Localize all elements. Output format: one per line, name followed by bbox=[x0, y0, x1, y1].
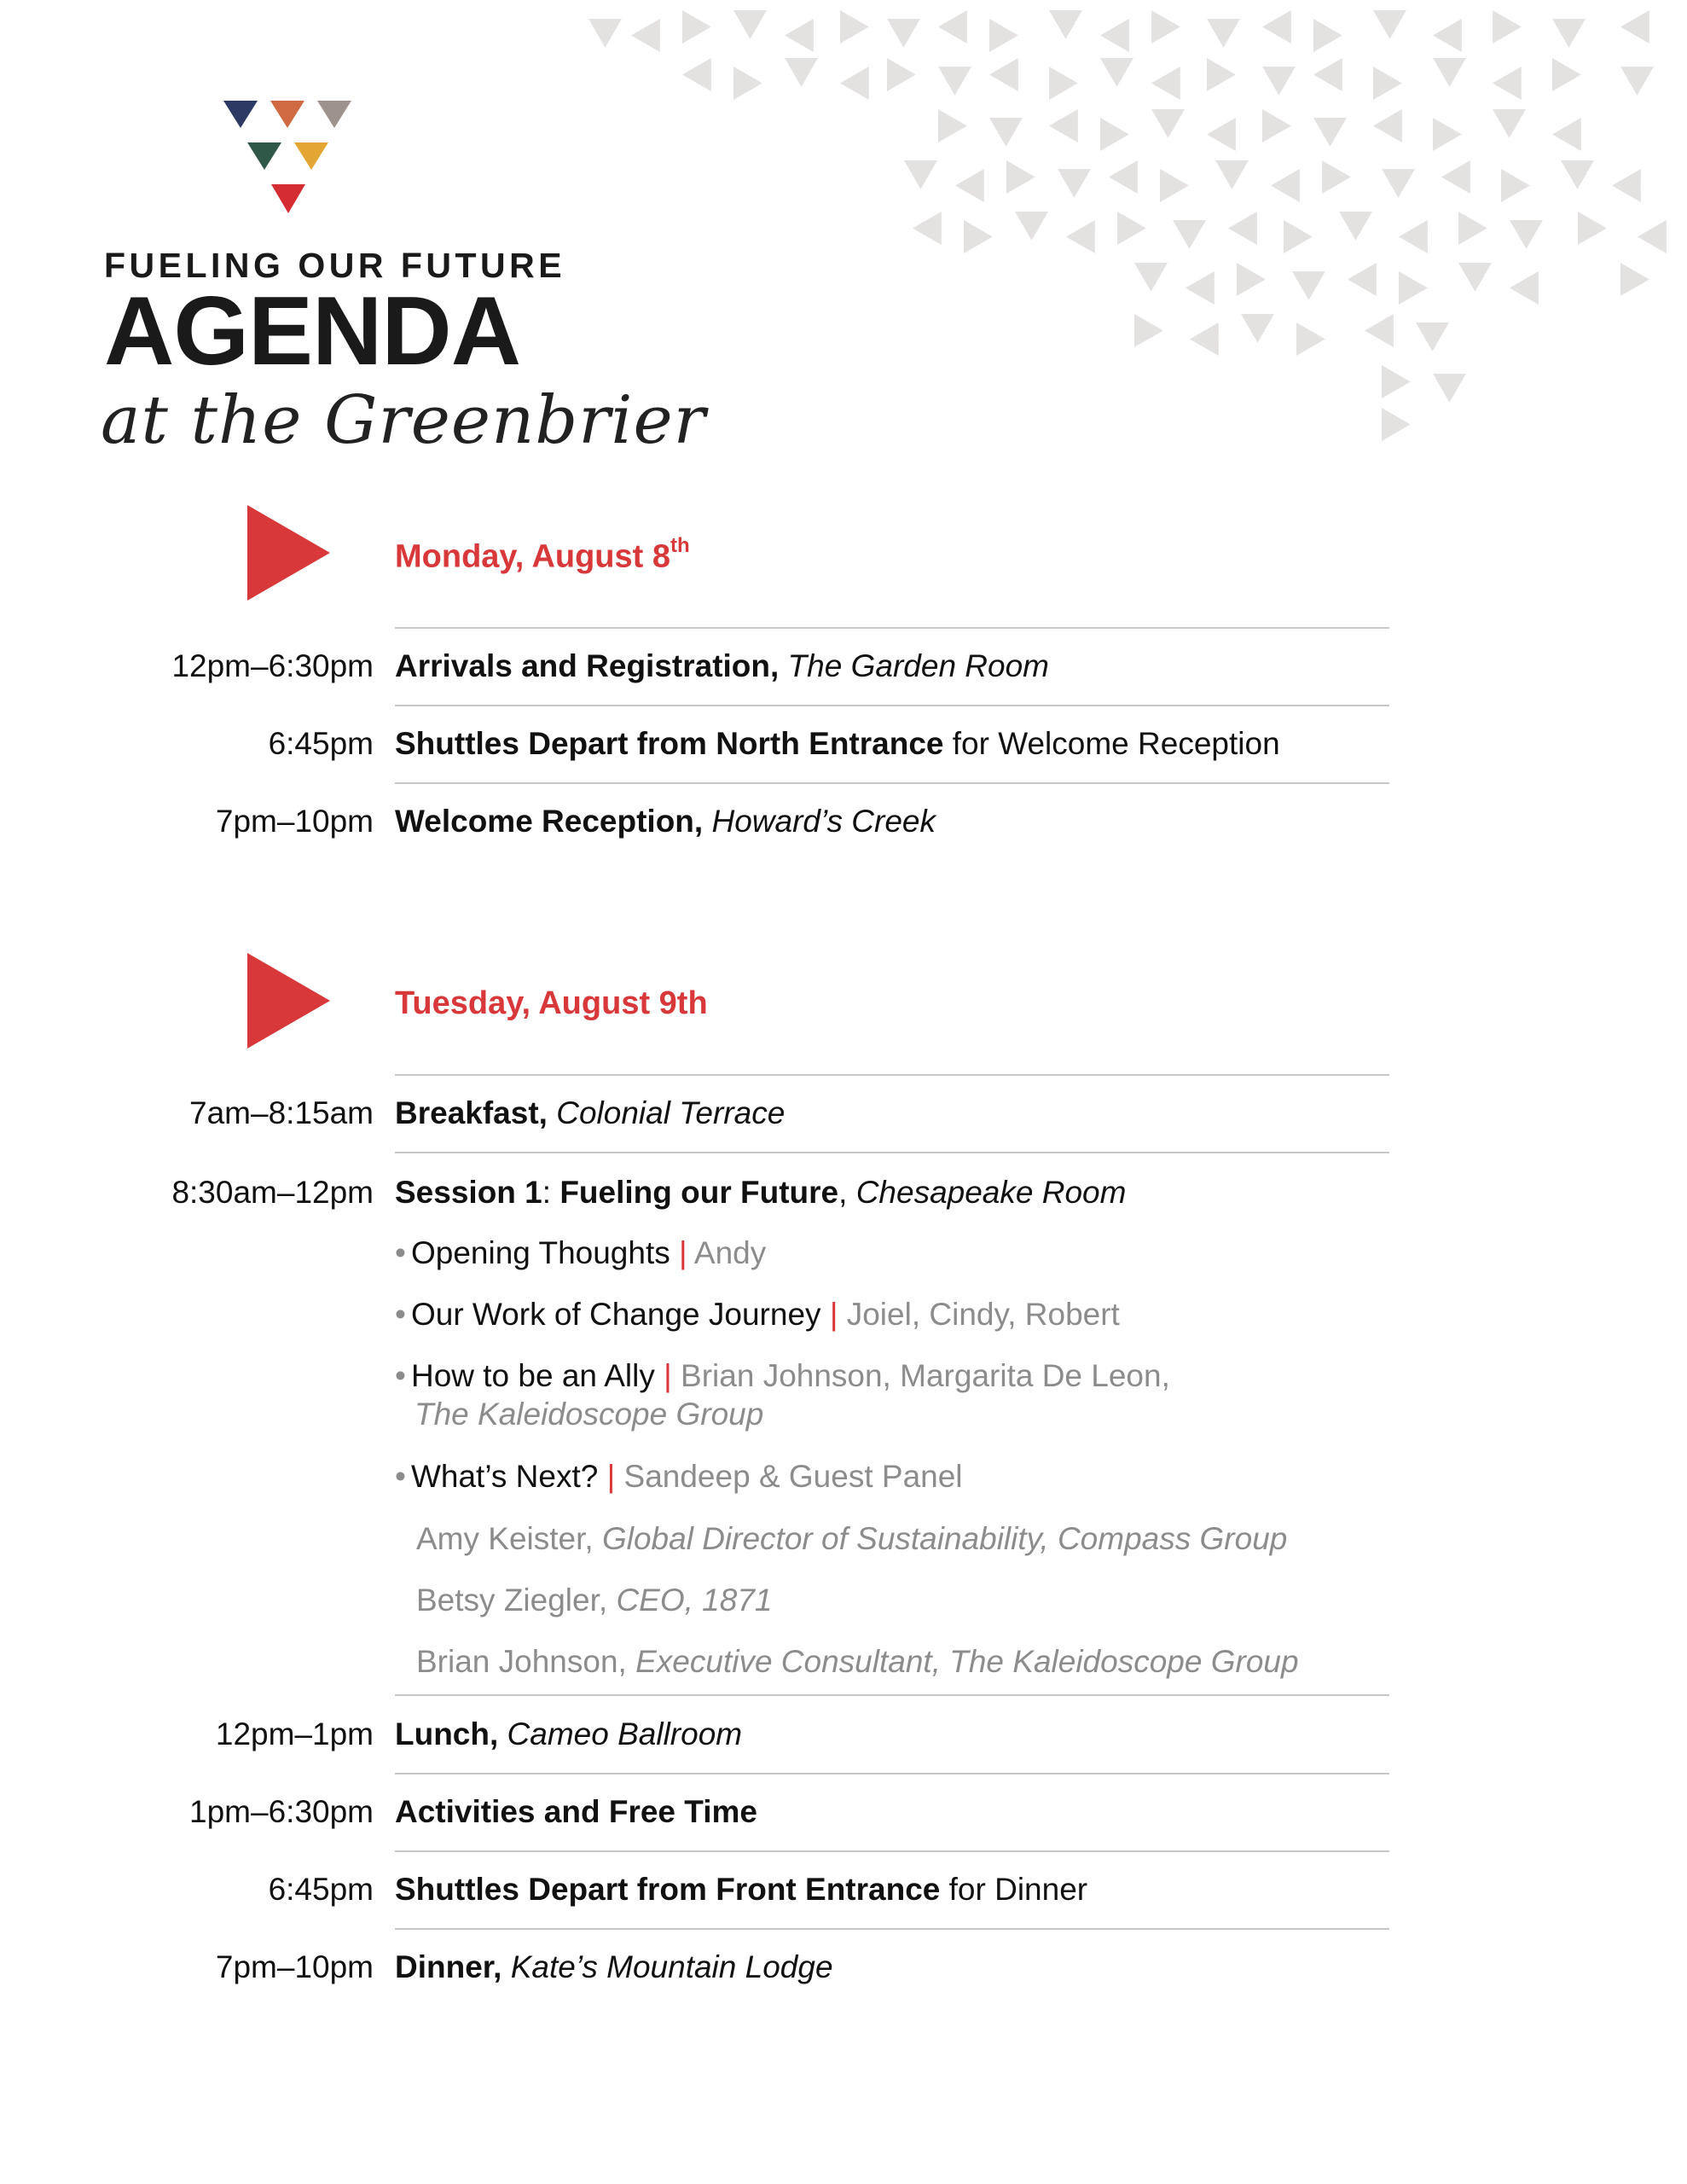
pattern-triangle bbox=[1382, 169, 1415, 198]
agenda-description: Breakfast, Colonial Terrace bbox=[395, 1095, 786, 1130]
pattern-triangle bbox=[964, 220, 993, 253]
pattern-triangle bbox=[1207, 118, 1236, 151]
pattern-triangle bbox=[1262, 109, 1291, 142]
pattern-triangle bbox=[1382, 408, 1411, 441]
pattern-triangle bbox=[1215, 160, 1249, 189]
pattern-triangle bbox=[1433, 374, 1466, 403]
agenda-time: 7pm–10pm bbox=[215, 1949, 374, 1984]
logo-triangles bbox=[0, 0, 512, 256]
divider bbox=[395, 1850, 1389, 1852]
panelist: Betsy Ziegler, CEO, 1871 bbox=[416, 1583, 773, 1618]
pattern-triangle bbox=[1100, 58, 1133, 87]
divider bbox=[395, 1694, 1389, 1696]
pattern-triangle bbox=[1501, 169, 1530, 202]
agenda-description: Dinner, Kate’s Mountain Lodge bbox=[395, 1949, 833, 1984]
pattern-triangle bbox=[1433, 58, 1466, 87]
pattern-triangle bbox=[1160, 169, 1189, 202]
pattern-triangle bbox=[733, 10, 767, 39]
pattern-triangle bbox=[1313, 19, 1342, 52]
agenda-row bbox=[0, 1095, 1687, 1138]
bullet-icon: • bbox=[395, 1459, 406, 1494]
session-bullet-continuation: The Kaleidoscope Group bbox=[415, 1397, 764, 1432]
pattern-triangle bbox=[938, 10, 967, 44]
pattern-triangle bbox=[1262, 10, 1291, 44]
pattern-triangle bbox=[1416, 322, 1449, 351]
logo-triangle-gold bbox=[294, 142, 328, 170]
pattern-triangle bbox=[1066, 220, 1095, 253]
pattern-triangle bbox=[733, 67, 762, 100]
day-title-tuesday: Tuesday, August 9th bbox=[395, 985, 708, 1021]
pattern-triangle bbox=[1373, 67, 1402, 100]
pattern-triangle bbox=[1100, 19, 1129, 52]
pattern-triangle bbox=[1241, 314, 1274, 343]
pattern-triangle bbox=[1612, 169, 1641, 202]
pattern-triangle bbox=[1271, 169, 1300, 202]
pattern-triangle bbox=[887, 58, 916, 91]
logo-script: at the Greenbrier bbox=[101, 382, 706, 459]
agenda-row bbox=[0, 1794, 1687, 1837]
pattern-triangle bbox=[1237, 263, 1266, 296]
pattern-triangle bbox=[1510, 271, 1539, 305]
agenda-time: 1pm–6:30pm bbox=[189, 1794, 374, 1829]
pattern-triangle bbox=[1552, 118, 1581, 151]
pattern-triangle bbox=[938, 109, 967, 142]
pattern-triangle bbox=[1049, 10, 1082, 39]
logo-triangle-orange bbox=[270, 101, 304, 128]
pattern-triangle bbox=[631, 19, 660, 52]
logo-triangle-taupe bbox=[317, 101, 351, 128]
pattern-triangle bbox=[1441, 160, 1470, 194]
pattern-triangle bbox=[1433, 19, 1462, 52]
session-bullet: • Our Work of Change Journey | Joiel, Cindy, Robert bbox=[395, 1297, 1120, 1332]
session-bullet: • What’s Next? | Sandeep & Guest Panel bbox=[395, 1459, 963, 1494]
pattern-triangle bbox=[1058, 169, 1091, 198]
pattern-triangle bbox=[1552, 19, 1586, 48]
logo-subtitle: FUELING OUR FUTURE bbox=[104, 246, 566, 285]
pattern-triangle bbox=[1313, 118, 1347, 147]
pattern-triangle bbox=[955, 169, 984, 202]
agenda-time: 12pm–6:30pm bbox=[171, 648, 374, 683]
pattern-triangle bbox=[1151, 109, 1185, 138]
session-bullet: • How to be an Ally | Brian Johnson, Margarita De Leon, bbox=[395, 1358, 1170, 1393]
pattern-triangle bbox=[1151, 10, 1180, 44]
agenda-description: Shuttles Depart from North Entrance for Welcome Reception bbox=[395, 726, 1280, 761]
pattern-triangle bbox=[785, 19, 814, 52]
pattern-triangle bbox=[913, 212, 942, 245]
divider bbox=[395, 1074, 1389, 1076]
pattern-triangle bbox=[1322, 160, 1351, 194]
pattern-triangle bbox=[1373, 10, 1406, 39]
panelist: Amy Keister, Global Director of Sustainability, Compass Group bbox=[416, 1521, 1288, 1556]
divider bbox=[395, 1928, 1389, 1930]
session-title: Session 1: Fueling our Future, Chesapeake Room bbox=[395, 1175, 1127, 1210]
pattern-triangle bbox=[1049, 109, 1078, 142]
pattern-triangle bbox=[840, 10, 869, 44]
agenda-time: 6:45pm bbox=[268, 1872, 374, 1907]
divider bbox=[395, 1773, 1389, 1774]
pattern-triangle bbox=[1493, 10, 1522, 44]
pattern-triangle bbox=[1006, 160, 1035, 194]
divider bbox=[395, 627, 1389, 629]
pattern-triangle bbox=[1638, 220, 1667, 253]
pattern-triangle bbox=[1561, 160, 1594, 189]
pattern-triangle bbox=[887, 19, 920, 48]
bullet-icon: • bbox=[395, 1235, 406, 1270]
pattern-triangle bbox=[1015, 212, 1048, 241]
agenda-row bbox=[0, 1716, 1687, 1759]
pattern-triangle bbox=[989, 19, 1018, 52]
pattern-triangle bbox=[840, 67, 869, 100]
pattern-triangle bbox=[1186, 271, 1215, 305]
pattern-triangle bbox=[1296, 322, 1325, 356]
pattern-triangle bbox=[1100, 118, 1129, 151]
divider bbox=[395, 705, 1389, 706]
agenda-row bbox=[0, 804, 1687, 846]
pattern-triangle bbox=[1348, 263, 1377, 296]
agenda-description: Activities and Free Time bbox=[395, 1794, 757, 1829]
agenda-time: 7am–8:15am bbox=[189, 1095, 374, 1130]
agenda-time: 12pm–1pm bbox=[215, 1716, 374, 1751]
pattern-triangle bbox=[1458, 263, 1492, 292]
pattern-triangle bbox=[1620, 67, 1654, 96]
day-header-monday bbox=[0, 505, 1687, 624]
pattern-triangle bbox=[1620, 263, 1649, 296]
logo-triangle-green bbox=[247, 142, 281, 170]
pattern-triangle bbox=[938, 67, 971, 96]
agenda-row bbox=[0, 1872, 1687, 1914]
logo-triangle-navy bbox=[223, 101, 258, 128]
pattern-triangle bbox=[1510, 220, 1543, 249]
pattern-triangle bbox=[1134, 263, 1168, 292]
pattern-triangle bbox=[1284, 220, 1313, 253]
bullet-icon: • bbox=[395, 1297, 406, 1332]
day-title-monday: Monday, August 8th bbox=[395, 534, 690, 575]
pattern-triangle bbox=[989, 118, 1023, 147]
pattern-triangle bbox=[1493, 67, 1522, 100]
pattern-triangle bbox=[1493, 109, 1526, 138]
logo-triangle-red bbox=[271, 184, 305, 213]
agenda-description: Lunch, Cameo Ballroom bbox=[395, 1716, 743, 1751]
pattern-triangle bbox=[1049, 67, 1078, 100]
pattern-triangle bbox=[1117, 212, 1146, 245]
pattern-triangle bbox=[1382, 365, 1411, 398]
pattern-triangle bbox=[682, 10, 711, 44]
pattern-triangle bbox=[989, 58, 1018, 91]
agenda-time: 8:30am–12pm bbox=[171, 1175, 374, 1210]
pattern-triangle bbox=[1109, 160, 1138, 194]
agenda-time: 6:45pm bbox=[268, 726, 374, 761]
day-header-tuesday bbox=[0, 953, 1687, 1072]
pattern-triangle bbox=[785, 58, 818, 87]
pattern-triangle bbox=[1365, 314, 1394, 347]
agenda-row bbox=[0, 648, 1687, 691]
pattern-triangle bbox=[1207, 19, 1240, 48]
pattern-triangle bbox=[1313, 58, 1342, 91]
panelist: Brian Johnson, Executive Consultant, The Kaleidoscope Group bbox=[416, 1644, 1299, 1679]
pattern-triangle bbox=[1207, 58, 1236, 91]
pattern-triangle bbox=[1399, 220, 1428, 253]
divider bbox=[395, 1152, 1389, 1153]
pattern-triangle bbox=[1151, 67, 1180, 100]
pattern-triangle bbox=[1433, 118, 1462, 151]
session-bullet: • Opening Thoughts | Andy bbox=[395, 1235, 767, 1270]
pattern-triangle bbox=[904, 160, 937, 189]
pattern-triangle bbox=[1262, 67, 1296, 96]
bullet-icon: • bbox=[395, 1358, 406, 1393]
pattern-triangle bbox=[1399, 271, 1428, 305]
agenda-time: 7pm–10pm bbox=[215, 804, 374, 839]
pattern-triangle bbox=[1190, 322, 1219, 356]
agenda-row bbox=[0, 726, 1687, 769]
page-title: AGENDA bbox=[104, 277, 521, 386]
pattern-triangle bbox=[1373, 109, 1402, 142]
pattern-triangle bbox=[1458, 212, 1487, 245]
pattern-triangle bbox=[1552, 58, 1581, 91]
pattern-triangle bbox=[588, 19, 622, 48]
divider bbox=[395, 782, 1389, 784]
agenda-description: Shuttles Depart from Front Entrance for Dinner bbox=[395, 1872, 1088, 1907]
pattern-triangle bbox=[1173, 220, 1206, 249]
agenda-row bbox=[0, 1949, 1687, 1992]
pattern-triangle bbox=[1578, 212, 1607, 245]
pattern-triangle bbox=[1339, 212, 1372, 241]
play-arrow-icon bbox=[247, 505, 333, 601]
pattern-triangle bbox=[1292, 271, 1325, 300]
agenda-description: Welcome Reception, Howard’s Creek bbox=[395, 804, 936, 839]
pattern-triangle bbox=[1620, 10, 1649, 44]
agenda-row-session bbox=[0, 1175, 1687, 1217]
pattern-triangle bbox=[1134, 314, 1163, 347]
pattern-triangle bbox=[682, 58, 711, 91]
pattern-triangle bbox=[1228, 212, 1257, 245]
play-arrow-icon bbox=[247, 953, 333, 1048]
agenda-description: Arrivals and Registration, The Garden Room bbox=[395, 648, 1050, 683]
